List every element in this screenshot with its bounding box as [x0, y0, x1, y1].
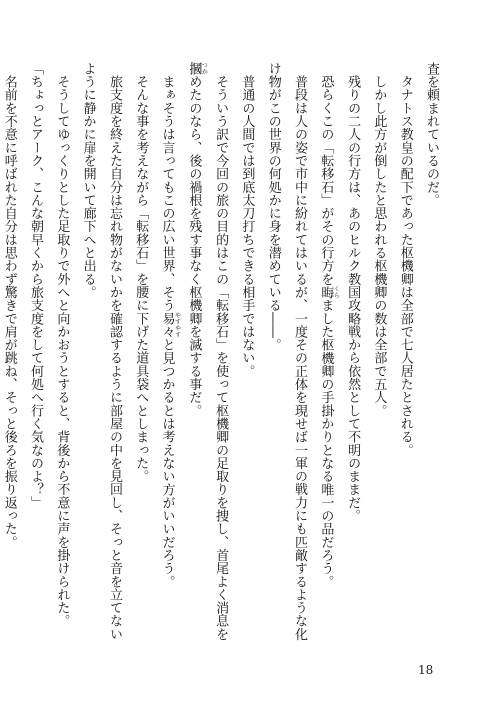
text-line-15: そうしてゆっくりとした足取りで外へと向かおうとすると、背後から不意に声を掛けられた。	[54, 62, 70, 628]
text-line-5: 恐らくこの「転移石」がその行方を晦 くらました枢機卿の手掛かりとなる唯一の品だろう。	[318, 62, 340, 589]
furigana-yasuyasu: 易々 やすやす	[159, 311, 181, 339]
text-line-11: まぁそうは言ってもこの広い世界、そう易々 やすやすと見つかるとは考えない方がいいだろう。	[159, 62, 181, 589]
text-line-6: 普段は人の姿で市中に紛れてはいるが、一度その正体を現せば一軍の戦力にも匹敵するような化	[292, 62, 308, 641]
text-line-3: しかし此方が倒したと思われる枢機卿の数は全部で五人。	[371, 62, 387, 418]
text-line-17: 名前を不意に呼ばれた自分は思わず驚きで肩が跳ね、そっと後ろを振り返った。	[1, 62, 17, 549]
text-line-16: 「ちょっとアーク、こんな朝早くから旅支度をして何処へ行く気なのよ？」	[28, 62, 44, 510]
text-line-2: タナトス教皇の配下であった枢機卿は全部で七人居たとされる。	[397, 62, 413, 457]
furigana-tsuka: 摑 つか	[186, 62, 208, 76]
text-line-4: 残りの二人の行方は、あのヒルク教国攻略戦から依然として不明のままだ。	[345, 62, 361, 523]
text-line-13: 旅支度を終えた自分は忘れ物がないかを確認するように部屋の中を見回し、そっと音を立てない	[106, 62, 122, 641]
vertical-body-text	[1, 62, 444, 648]
text-line-7: け物がこの世界の何処かに身を潜めている――。	[265, 62, 281, 352]
text-line-12: そんな事を考えながら「転移石」を腰に下げた道具袋へとしまった。	[133, 62, 149, 483]
text-line-8: 普通の人間では到底太刀打ちできる相手ではない。	[239, 62, 255, 378]
text-line-9: そういう訳で今回の旅の目的はこの「転移石」を使って枢機卿の足取りを捜し、首尾よく消息を	[213, 62, 229, 641]
page-number: 18	[418, 663, 434, 677]
text-line-10: 摑 つかめたのなら、後の禍根を残す事なく枢機卿を滅する事だ。	[186, 62, 208, 418]
text-line-14: ように静かに扉を開いて廊下へと出る。	[80, 62, 96, 299]
text-line-1: 査を頼まれているのだ。	[424, 62, 439, 207]
furigana-kurama: 晦 くら	[318, 285, 340, 299]
